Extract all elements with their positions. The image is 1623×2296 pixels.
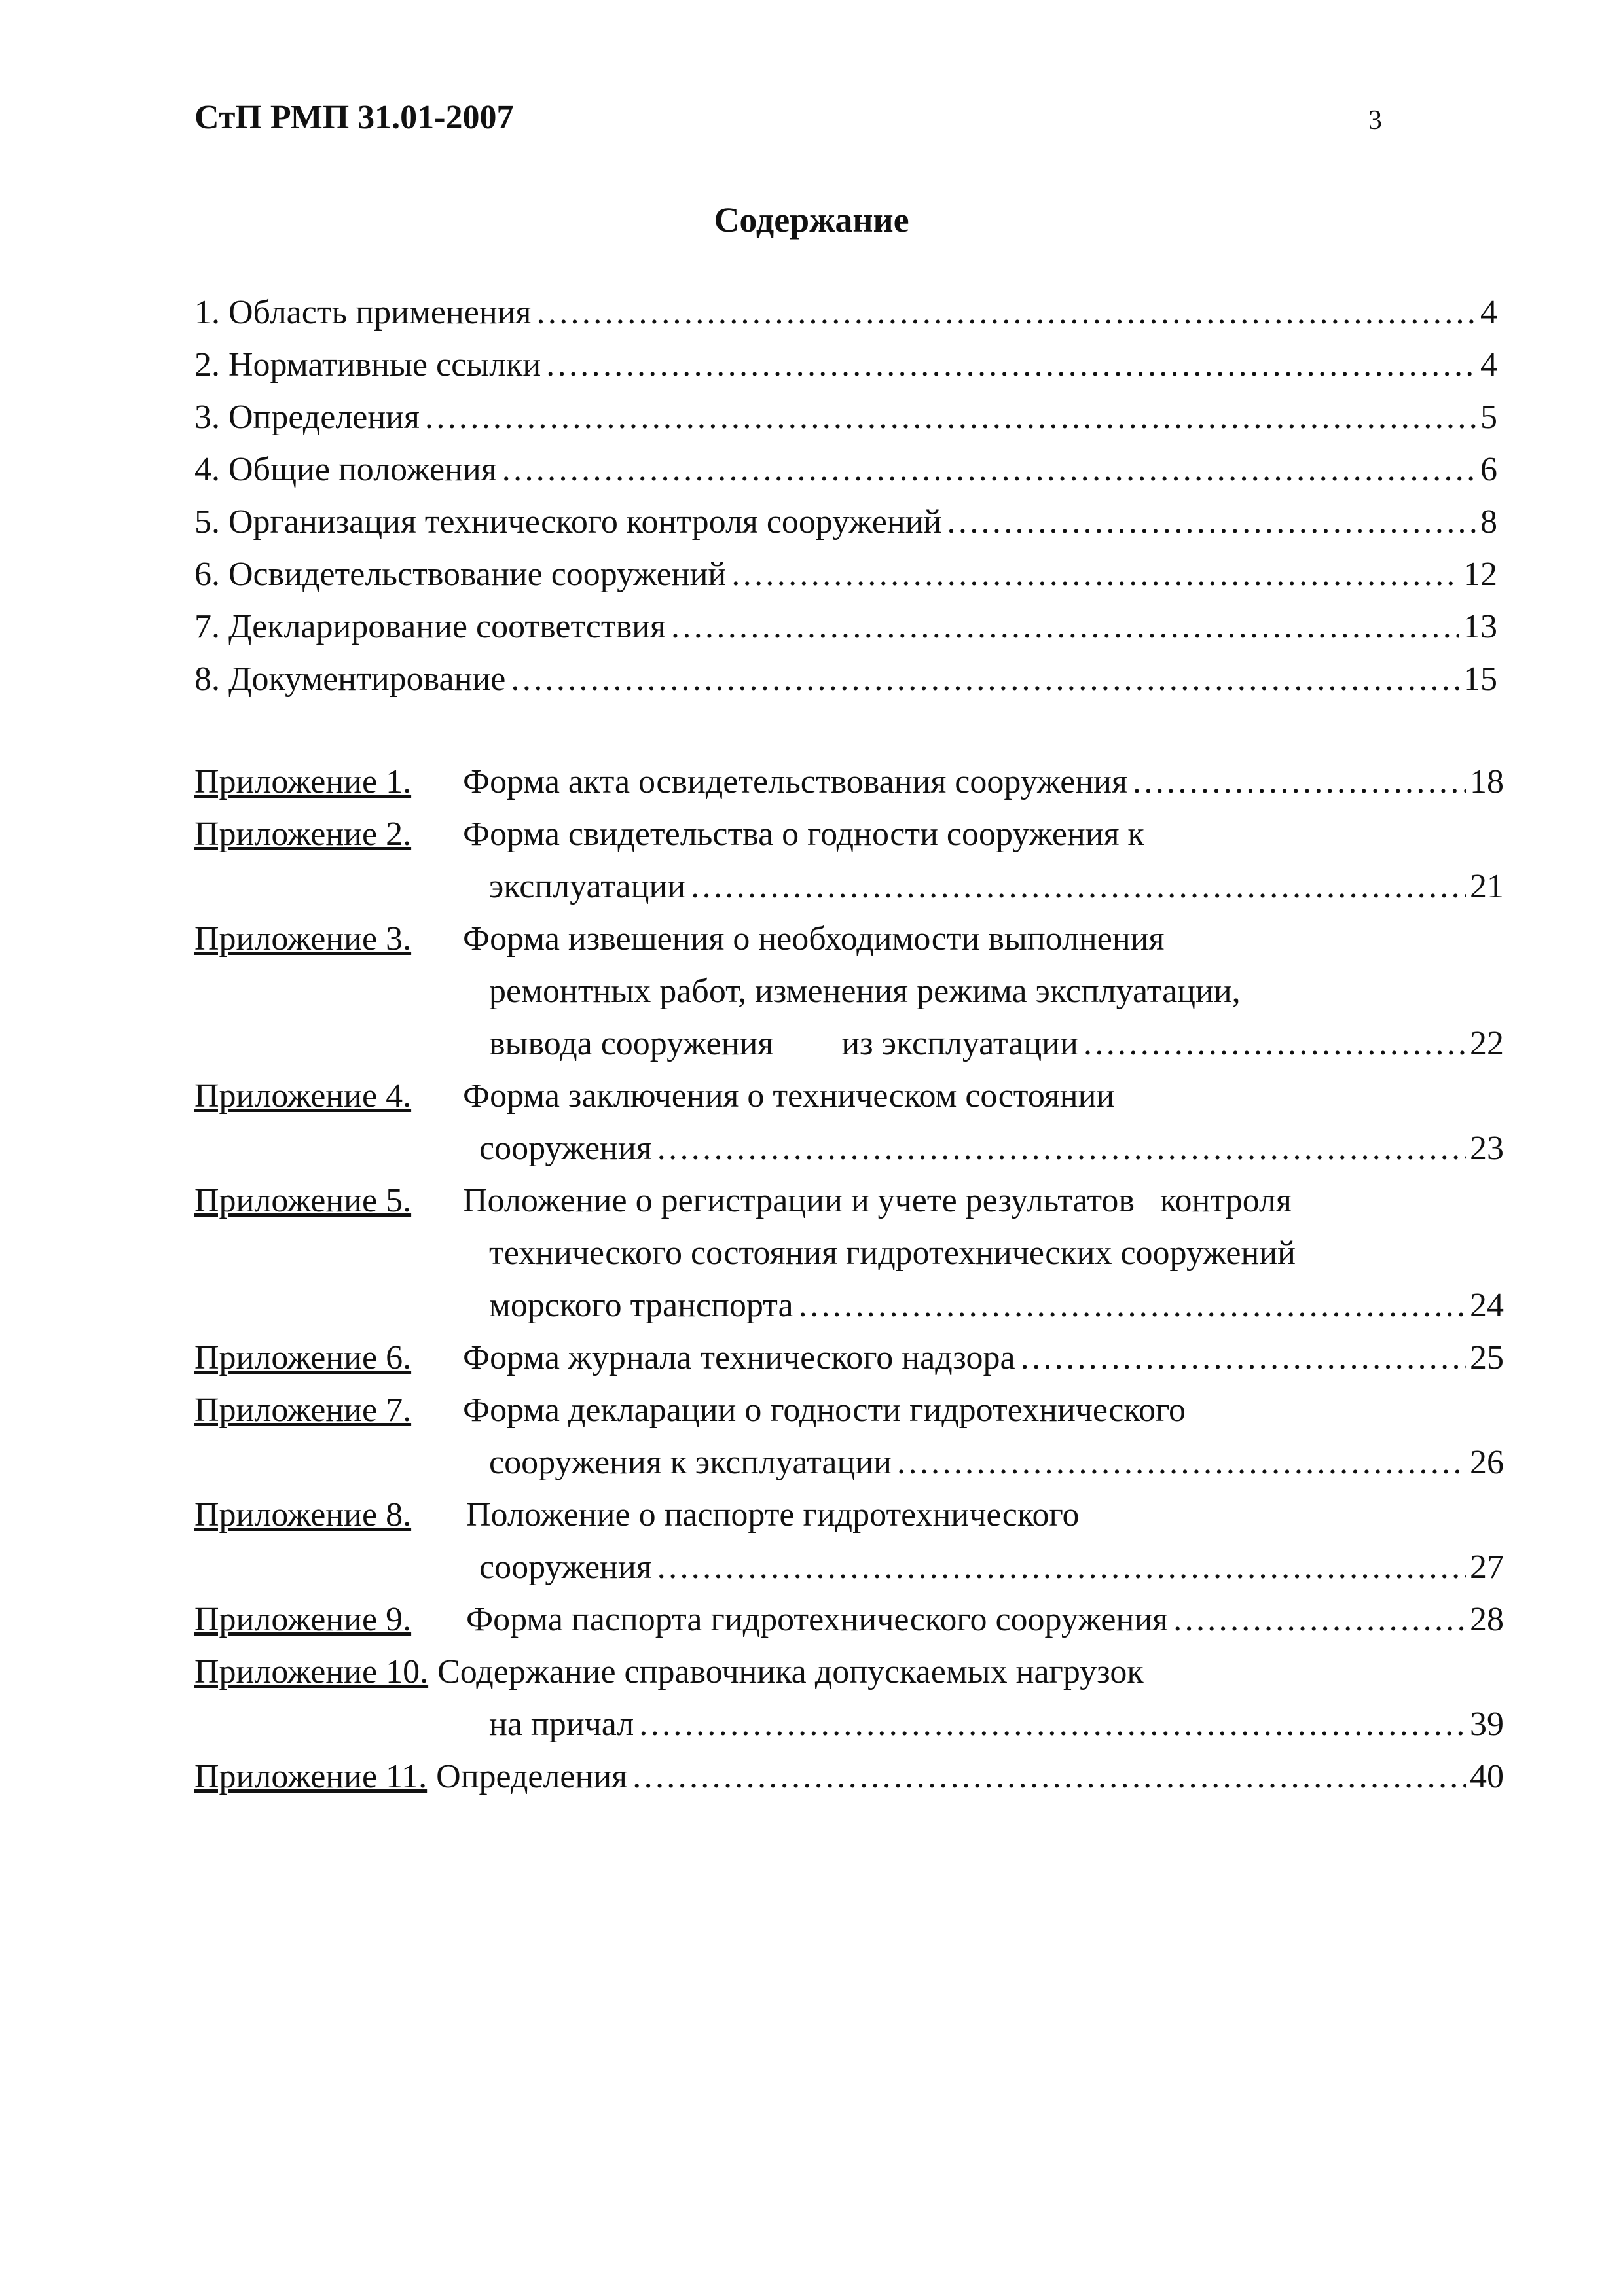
appendix-page: 25 [1470,1339,1504,1376]
appendix-title-cont: технического состояния гидротехнических сооружений [489,1234,1296,1272]
dot-leader [945,503,1476,541]
dot-leader [509,660,1459,698]
toc-entry-label: 4. Общие положения [194,451,497,488]
dot-leader [535,293,1476,332]
toc-entry-label: 7. Декларирование соответствия [194,608,666,645]
appendix-entry[interactable] [194,1600,1504,1653]
toc-entry-page: 4 [1480,346,1497,384]
toc-entry-label: 8. Документирование [194,660,506,698]
toc-entry[interactable] [194,607,1497,660]
toc-entry-label: 6. Освидетельствование сооружений [194,556,727,593]
appendix-title-cont: на причал [489,1706,634,1743]
appendix-page: 28 [1470,1601,1504,1638]
appendix-title: Содержание справочника допускаемых нагрузок [437,1653,1144,1691]
toc-entry[interactable] [194,293,1497,346]
appendix-title-cont: сооружения [479,1130,652,1167]
toc-entry-page: 8 [1480,503,1497,541]
toc-entry[interactable] [194,503,1497,555]
appendix-title: Форма паспорта гидротехнического сооружения [466,1601,1169,1638]
appendix-entry[interactable] [194,815,1504,920]
toc-entry-label: 2. Нормативные ссылки [194,346,541,384]
toc-appendices [194,762,1504,1810]
appendix-ref-link[interactable]: Приложение 9. [194,1601,412,1638]
appendix-page: 18 [1470,763,1504,800]
dot-leader [638,1705,1466,1744]
appendix-title-cont: морского транспорта [489,1287,793,1324]
dot-leader [501,450,1476,489]
appendix-ref-link[interactable]: Приложение 2. [194,816,412,853]
toc-entry[interactable] [194,346,1497,398]
dot-leader [797,1286,1466,1325]
appendix-title-cont: вывода сооружения из эксплуатации [489,1025,1078,1062]
toc-entry-page: 15 [1463,660,1497,698]
dot-leader [424,398,1476,437]
appendix-entry[interactable] [194,1181,1504,1338]
toc-entry[interactable] [194,660,1497,712]
toc-entry-page: 12 [1463,556,1497,593]
appendix-title-cont: эксплуатации [489,868,686,905]
appendix-page: 23 [1470,1130,1504,1167]
toc-entry-label: 3. Определения [194,399,420,436]
appendix-page: 26 [1470,1444,1504,1481]
toc-entry-page: 5 [1480,399,1497,436]
appendix-title: Положение о паспорте гидротехнического [466,1496,1080,1534]
toc-entry-label: 1. Область применения [194,294,532,331]
toc-title: Содержание [714,200,909,240]
toc-entry-label: 5. Организация технического контроля сооружений [194,503,942,541]
appendix-page: 27 [1470,1549,1504,1586]
page-number: 3 [1368,105,1382,135]
appendix-entry[interactable] [194,1757,1504,1810]
document-code: СтП РМП 31.01-2007 [194,99,514,136]
appendix-title: Форма извешения о необходимости выполнения [463,920,1165,958]
appendix-title: Определения [436,1758,628,1795]
appendix-ref-link[interactable]: Приложение 6. [194,1339,412,1376]
appendix-ref-link[interactable]: Приложение 7. [194,1391,412,1429]
dot-leader [631,1757,1466,1796]
appendix-title-cont: ремонтных работ, изменения режима эксплуатации, [489,973,1241,1010]
appendix-ref-link[interactable]: Приложение 3. [194,920,412,958]
appendix-ref-link[interactable]: Приложение 1. [194,763,412,800]
appendix-entry[interactable] [194,762,1504,815]
dot-leader [1019,1338,1466,1377]
appendix-ref-link[interactable]: Приложение 8. [194,1496,412,1534]
dot-leader [656,1548,1466,1587]
dot-leader [670,607,1459,646]
toc-entry-page: 4 [1480,294,1497,331]
appendix-title: Форма журнала технического надзора [463,1339,1015,1376]
toc-entry-page: 13 [1463,608,1497,645]
appendix-title: Форма заключения о техническом состоянии [463,1077,1115,1115]
appendix-entry[interactable] [194,1653,1504,1757]
appendix-title-cont: сооружения к эксплуатации [489,1444,892,1481]
appendix-ref-link[interactable]: Приложение 5. [194,1182,412,1219]
appendix-ref-link[interactable]: Приложение 11. [194,1758,428,1795]
toc-sections [194,293,1497,712]
dot-leader [656,1129,1466,1168]
toc-entry[interactable] [194,398,1497,450]
dot-leader [1131,762,1466,801]
dot-leader [1172,1600,1466,1639]
appendix-title-cont: сооружения [479,1549,652,1586]
appendix-entry[interactable] [194,1391,1504,1496]
appendix-title: Форма свидетельства о годности сооружения к [463,816,1144,853]
dot-leader [1082,1024,1466,1063]
appendix-page: 22 [1470,1025,1504,1062]
appendix-page: 24 [1470,1287,1504,1324]
appendix-ref-link[interactable]: Приложение 4. [194,1077,412,1115]
toc-entry[interactable] [194,450,1497,503]
toc-entry[interactable] [194,555,1497,607]
dot-leader [689,867,1466,906]
appendix-page: 21 [1470,868,1504,905]
appendix-page: 39 [1470,1706,1504,1743]
dot-leader [896,1443,1466,1482]
dot-leader [730,555,1459,594]
appendix-page: 40 [1470,1758,1504,1795]
appendix-title: Положение о регистрации и учете результатов контроля [463,1182,1292,1219]
appendix-title: Форма декларации о годности гидротехнического [463,1391,1186,1429]
appendix-ref-link[interactable]: Приложение 10. [194,1653,429,1691]
dot-leader [545,346,1476,384]
appendix-entry[interactable] [194,1496,1504,1600]
appendix-entry[interactable] [194,920,1504,1077]
appendix-entry[interactable] [194,1077,1504,1181]
toc-entry-page: 6 [1480,451,1497,488]
appendix-entry[interactable] [194,1338,1504,1391]
appendix-title: Форма акта освидетельствования сооружения [463,763,1127,800]
